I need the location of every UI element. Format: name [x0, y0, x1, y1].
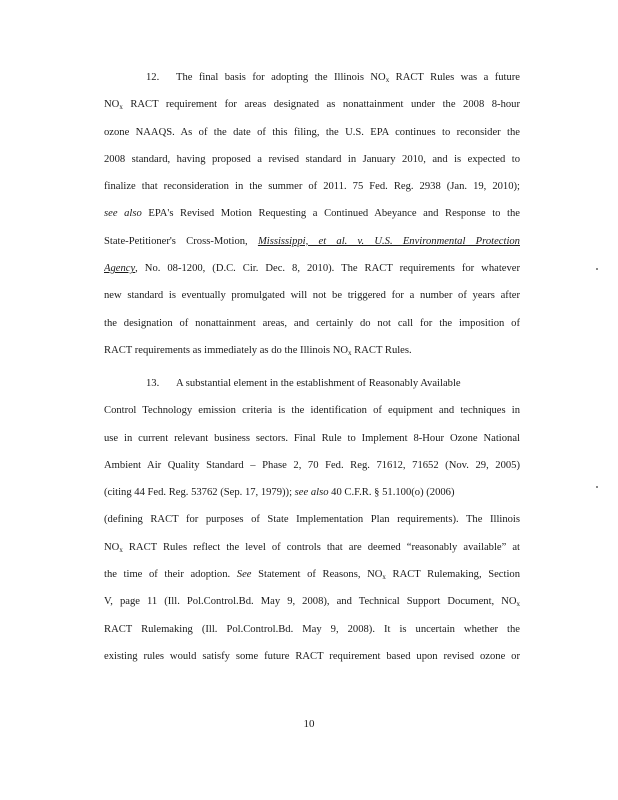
para-13-line-2: Control Technology emission criteria is the identification of equipment and techniques in [104, 405, 520, 417]
paragraph-13 [104, 370, 520, 670]
para-13-line-11: existing rules would satisfy some future RACT requirement based upon revised ozone or [104, 650, 520, 662]
scan-speck [596, 486, 598, 488]
para-12-line-2: $NO_x$ RACT requirement for areas designated as nonattainment under the 2008 8-hour [104, 99, 520, 112]
para-13-line-4: Ambient Air Quality Standard – Phase 2, 70 Fed. Reg. 71612, 71652 (Nov. 29, 2005) [104, 459, 520, 471]
para-13-line-8: the time of their adoption. See Statement of Reasons, $NO_x$ RACT Rulemaking, Section [104, 569, 520, 582]
page-number: 10 [303, 718, 315, 730]
para-12-line-7: State-Petitioner's Cross-Motion, Mississippi, et al. v. U.S. Environmental Protection [104, 235, 520, 247]
para-12-line-11: RACT requirements as immediately as do the Illinois $NO_x$ RACT Rules. [104, 344, 412, 357]
para-12-line-3: ozone NAAQS. As of the date of this filing, the U.S. EPA continues to reconsider the [104, 126, 520, 138]
case-citation: Mississippi, et al. v. U.S. Environmental Protection [257, 235, 520, 247]
scan-speck [596, 268, 598, 270]
para-13-line-3: use in current relevant business sectors. Final Rule to Implement 8-Hour Ozone National [104, 432, 520, 444]
para-12-line-8: Agency, No. 08-1200, (D.C. Cir. Dec. 8, 2010). The RACT requirements for whatever [104, 263, 520, 275]
para-13-line-5: (citing 44 Fed. Reg. 53762 (Sep. 17, 1979)); see also 40 C.F.R. § 51.100(o) (2006) [104, 487, 455, 499]
para-12-line-4: 2008 standard, having proposed a revised standard in January 2010, and is expected to [104, 153, 520, 165]
para-13-line-6: (defining RACT for purposes of State Implementation Plan requirements). The Illinois [104, 514, 520, 526]
para-12-line-1: 12. The final basis for adopting the Illinois $NO_x$ RACT Rules was a future [104, 64, 520, 91]
paragraph-number: 13. [146, 378, 160, 389]
para-13-line-7: $NO_x$ RACT Rules reflect the level of controls that are deemed “reasonably available” at [104, 541, 520, 554]
case-citation-cont: Agency [104, 263, 136, 275]
paragraph-12 [104, 64, 520, 364]
para-12-line-6: see also EPA's Revised Motion Requesting a Continued Abeyance and Response to the [104, 208, 520, 220]
para-13-line-10: RACT Rulemaking (Ill. Pol.Control.Bd. May 9, 2008). It is uncertain whether the [104, 623, 520, 635]
para-13-line-1: 13. A substantial element in the establishment of Reasonably Available [104, 370, 520, 397]
para-12-line-5: finalize that reconsideration in the summer of 2011. 75 Fed. Reg. 2938 (Jan. 19, 2010); [104, 181, 520, 193]
para-12-line-10: the designation of nonattainment areas, and certainly do not call for the imposition of [104, 317, 520, 329]
paragraph-number: 12. [146, 72, 160, 83]
para-13-line-9: V, page 11 (Ill. Pol.Control.Bd. May 9, 2008), and Technical Support Document, $NO_x$ [104, 596, 520, 609]
para-12-line-9: new standard is eventually promulgated will not be triggered for a number of years after [104, 290, 520, 302]
